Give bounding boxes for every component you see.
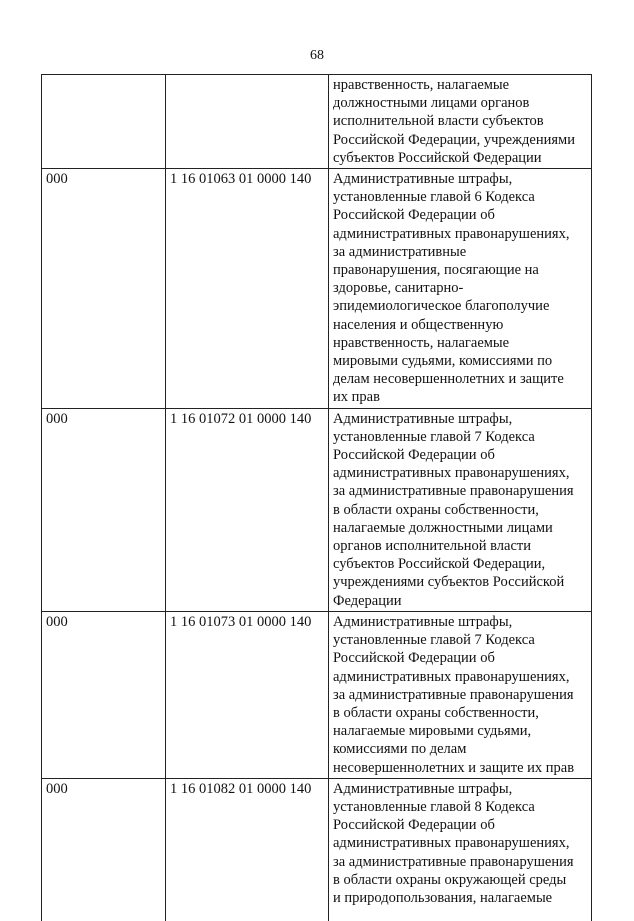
description-line: и природопользования, налагаемые: [333, 889, 553, 906]
budget-classification-code-cell: [166, 75, 329, 169]
description-line: эпидемиологическое благополучие: [333, 298, 550, 315]
income-description-cell: [329, 611, 592, 778]
description-line: в области охраны собственности,: [333, 704, 539, 721]
description-line: налагаемые мировыми судьями,: [333, 723, 532, 740]
table-row: [42, 778, 592, 921]
admin-code-cell: 000: [42, 169, 166, 409]
income-description-cell: [329, 408, 592, 611]
description-line: исполнительной власти субъектов: [333, 113, 544, 130]
description-line: населения и общественную: [333, 316, 504, 333]
admin-code-cell: 000: [42, 408, 166, 611]
admin-code-cell: 000: [42, 611, 166, 778]
description-line: за административные: [333, 243, 467, 260]
description-line: за административные правонарушения: [333, 853, 574, 870]
description-line: установленные главой 7 Кодекса: [333, 632, 535, 649]
description-line: мировыми судьями, комиссиями по: [333, 353, 553, 370]
description-line: органов исполнительной власти: [333, 538, 532, 555]
description-line: нравственность, налагаемые: [333, 77, 510, 93]
description-line: установленные главой 8 Кодекса: [333, 798, 535, 815]
description-line: несовершеннолетних и защите их прав: [333, 759, 575, 776]
table-row: [42, 169, 592, 409]
description-line: налагаемые должностными лицами: [333, 519, 553, 536]
description-line: субъектов Российской Федерации: [333, 149, 542, 166]
table-body: [42, 75, 592, 921]
description-line: Административные штрафы,: [333, 613, 513, 630]
table-row: [42, 408, 592, 611]
budget-classification-code-cell: 1 16 01063 01 0000 140: [166, 169, 329, 409]
description-line: должностными лицами органов: [333, 95, 530, 112]
description-line: Федерации: [333, 592, 402, 609]
budget-classification-code-cell: 1 16 01073 01 0000 140: [166, 611, 329, 778]
admin-code-cell: [42, 75, 166, 169]
description-line: установленные главой 7 Кодекса: [333, 428, 535, 445]
admin-code-cell: 000: [42, 778, 166, 921]
income-description-cell: [329, 778, 592, 921]
description-line: административных правонарушениях,: [333, 668, 570, 685]
description-line: нравственность, налагаемые: [333, 334, 510, 351]
description-line: административных правонарушениях,: [333, 835, 570, 852]
description-line: в области охраны окружающей среды: [333, 871, 567, 888]
description-line: комиссиями по делам: [333, 741, 467, 758]
description-line: в области охраны собственности,: [333, 501, 539, 518]
description-line: делам несовершеннолетних и защите: [333, 371, 564, 388]
description-line: Российской Федерации, учреждениями: [333, 131, 575, 148]
description-line: их прав: [333, 389, 380, 406]
table-row: [42, 75, 592, 169]
description-line: за административные правонарушения: [333, 483, 574, 500]
budget-classification-code-cell: 1 16 01082 01 0000 140: [166, 778, 329, 921]
description-line: Административные штрафы,: [333, 410, 513, 427]
description-line: Административные штрафы,: [333, 780, 513, 797]
income-description-cell: [329, 75, 592, 169]
description-line: за административные правонарушения: [333, 686, 574, 703]
description-line: Административные штрафы,: [333, 171, 513, 188]
description-line: правонарушения, посягающие на: [333, 262, 539, 279]
description-line: административных правонарушениях,: [333, 465, 570, 482]
description-line: субъектов Российской Федерации,: [333, 556, 546, 573]
description-line: Российской Федерации об: [333, 207, 495, 224]
page-number: 68: [310, 48, 324, 63]
budget-classification-code-cell: 1 16 01072 01 0000 140: [166, 408, 329, 611]
description-line: Российской Федерации об: [333, 650, 495, 667]
income-description-cell: [329, 169, 592, 409]
description-line: здоровье, санитарно-: [333, 280, 464, 297]
description-line: установленные главой 6 Кодекса: [333, 189, 535, 206]
budget-codes-table: [41, 74, 592, 921]
description-line: учреждениями субъектов Российской: [333, 574, 565, 591]
table-row: [42, 611, 592, 778]
description-line: Российской Федерации об: [333, 817, 495, 834]
description-line: административных правонарушениях,: [333, 225, 570, 242]
description-line: Российской Федерации об: [333, 447, 495, 464]
